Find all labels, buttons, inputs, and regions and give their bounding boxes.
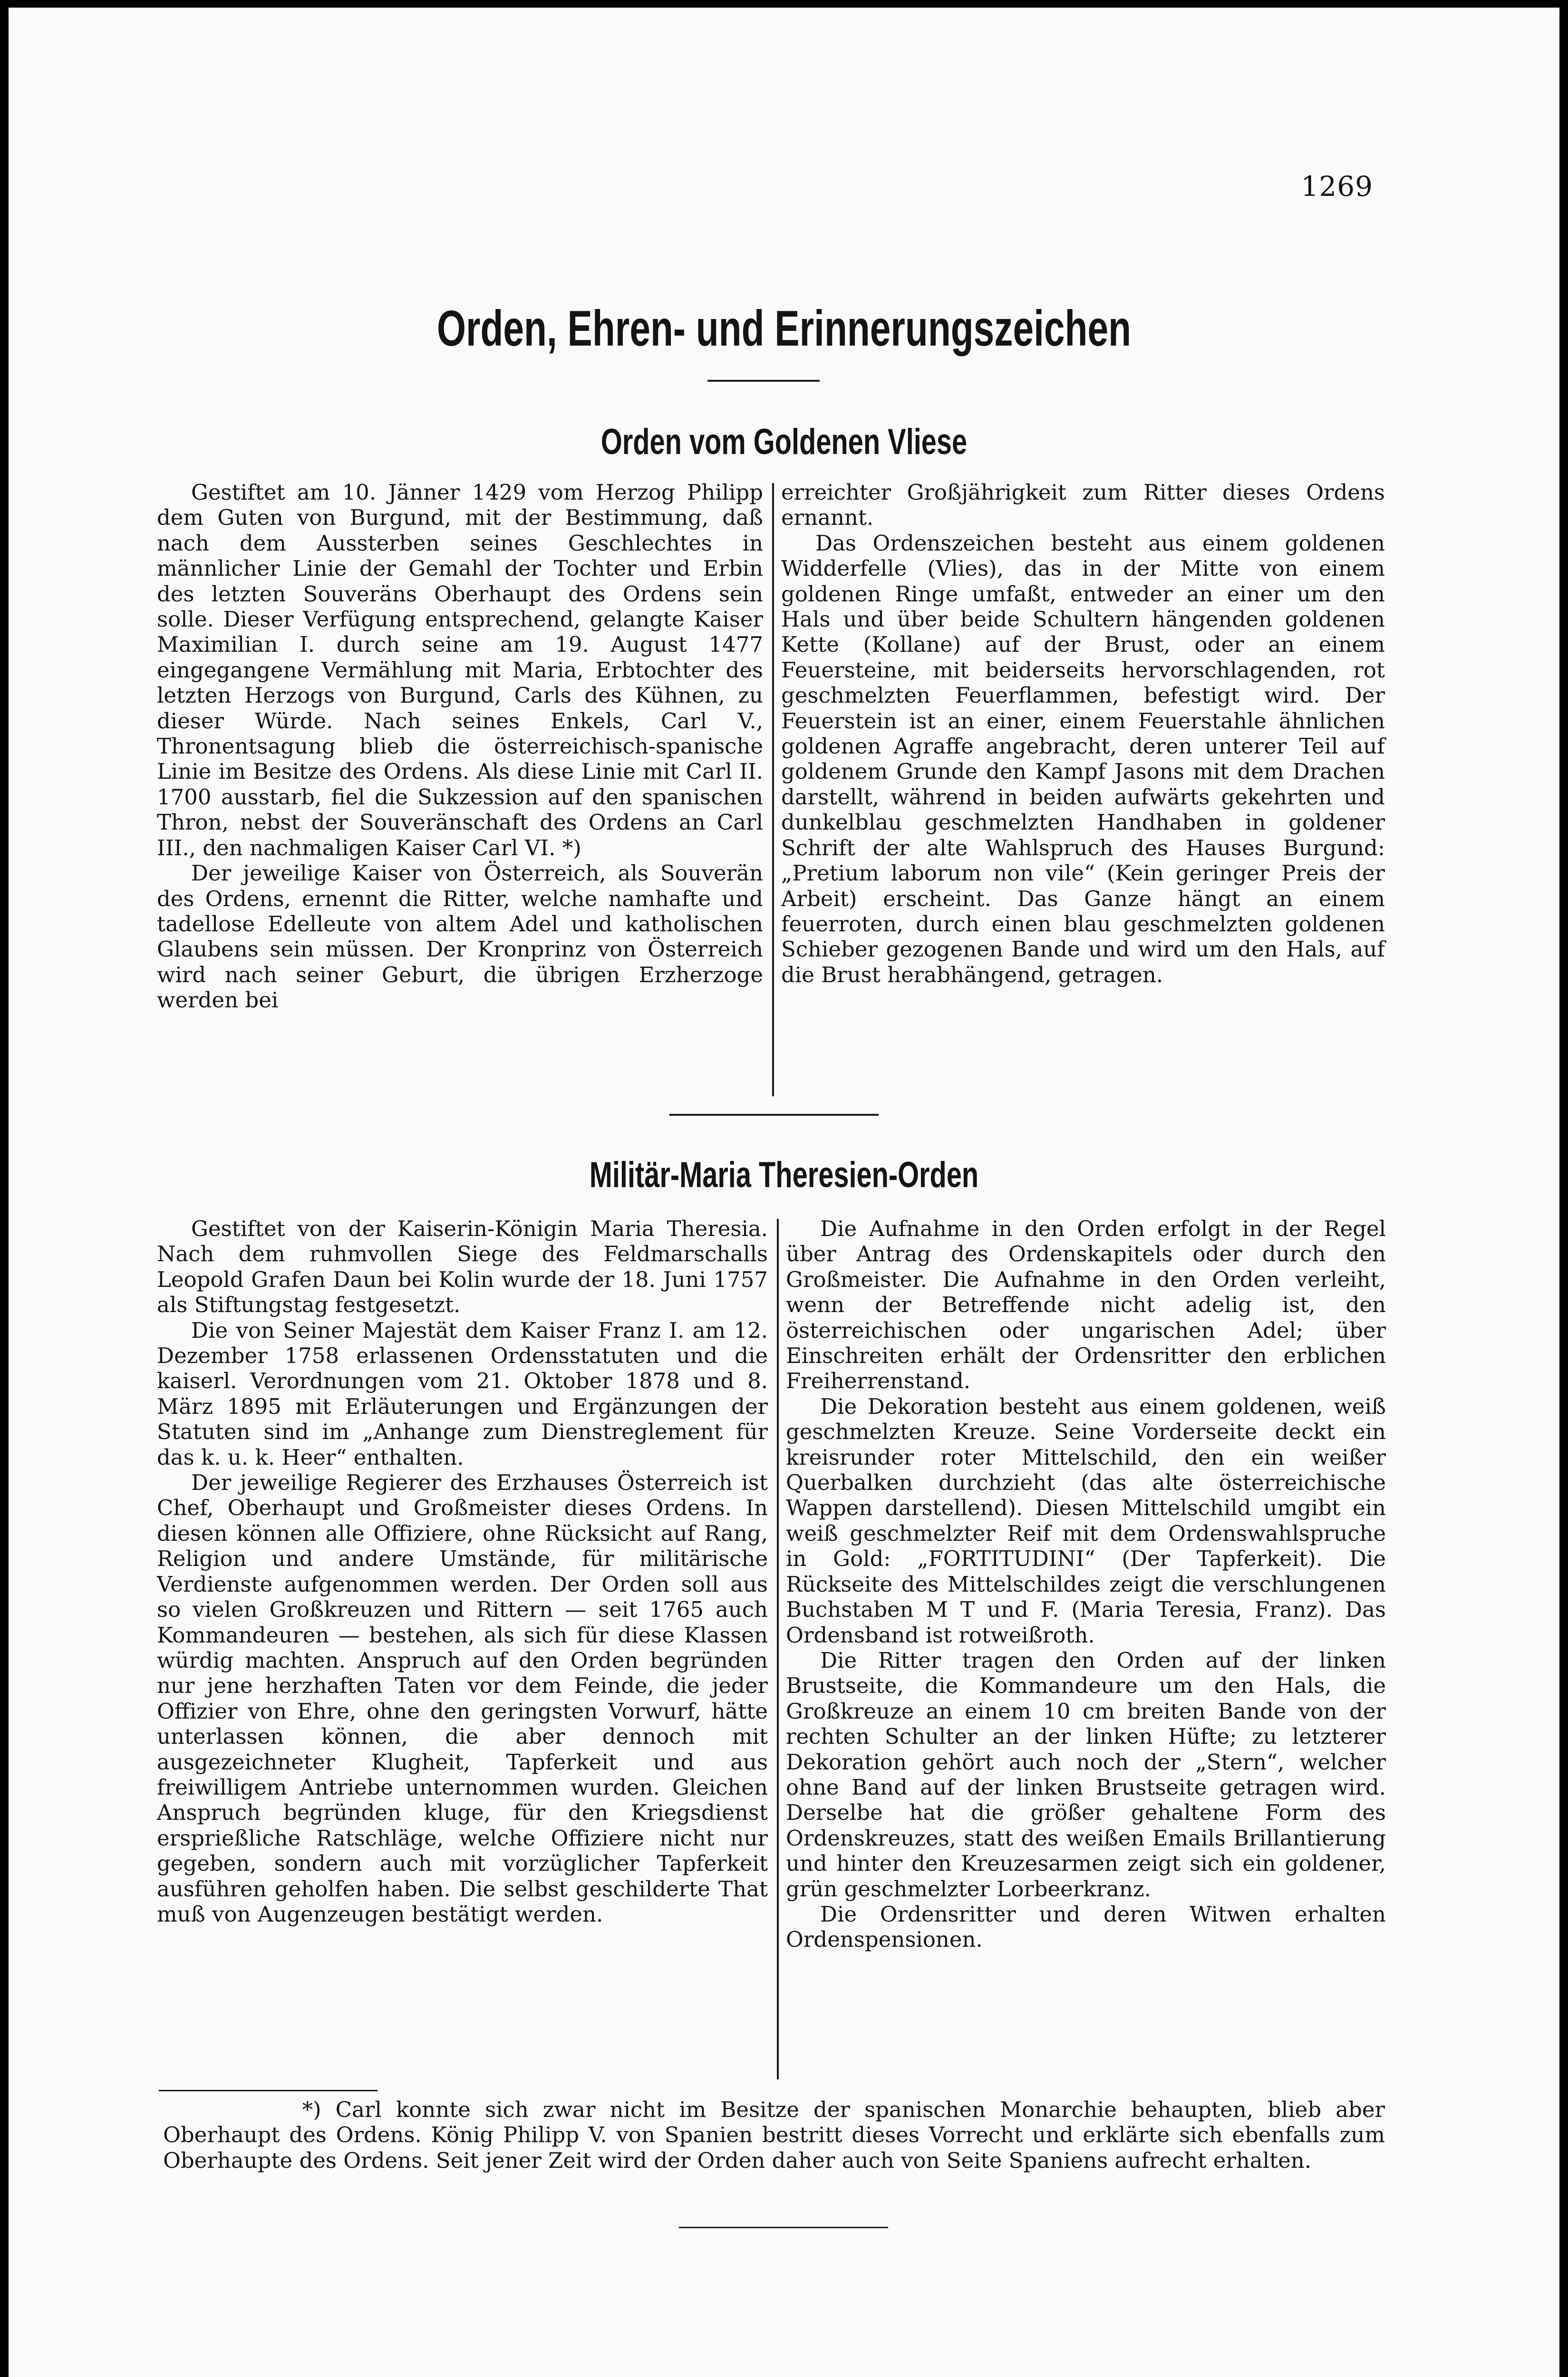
paragraph: Gestiftet am 10. Jänner 1429 vom Herzog Philipp dem Guten von Burgund, mit der Bestimmung, daß nach dem Aussterben seines Geschlechtes in männlicher Linie der Gemahl der Tochter und Erbin des letzten Souveräns Oberhaupt des Ordens sein solle. Dieser Verfügung entsprechend, gelangte Kaiser Maximilian I. durch seine am 19. August 1477 eingegangene Vermählung mit Maria, Erbtochter des letzten Herzogs von Burgund, Carls des Kühnen, zu dieser Würde. Nach seines Enkels, Carl V., Thronentsagung blieb die österreichisch-spanische Linie im Besitze des Ordens. Als diese Linie mit Carl II. 1700 ausstarb, fiel die Sukzession auf den spanischen Thron, nebst der Souveränschaft des Ordens an Carl III., den nachmaligen Kaiser Carl VI. *) [157, 480, 763, 860]
page-number: 1269 [1301, 170, 1373, 203]
main-title: Orden, Ehren- und Erinnerungszeichen [436, 300, 1132, 357]
paragraph: erreichter Großjährigkeit zum Ritter dieses Ordens ernannt. [781, 480, 1385, 531]
footnote-text: *) Carl konnte sich zwar nicht im Besitze der spanischen Monarchie behaupten, blieb aber Oberhaupt des Ordens. König Philipp V. von Spanien bestritt dieses Vorrecht und erklärte sich ebenfalls zum Oberhaupte des Ordens. Seit jener Zeit wird der Orden daher auch von Seite Spaniens aufrecht erhalten. [163, 2097, 1385, 2173]
section-heading-maria-theresa: Militär-Maria Theresien-Orden [589, 1155, 979, 1195]
section1-right-column [781, 480, 1385, 987]
paragraph: Die Ritter tragen den Orden auf der linken Brustseite, die Kommandeure um den Hals, die Großkreuze an einem 10 cm breiten Bande von der rechten Schulter an der linken Hüfte; zu letzterer Dekoration gehört auch noch der „Stern“, welcher ohne Band auf der linken Brustseite getragen wird. Derselbe hat die größer gehaltene Form des Ordenskreuzes, statt des weißen Emails Brillantierung und hinter den Kreuzesarmen zeigt sich ein goldener, grün geschmelzter Lorbeerkranz. [786, 1647, 1386, 1902]
paragraph: Die Dekoration besteht aus einem goldenen, weiß geschmelzten Kreuze. Seine Vorderseite deckt ein kreisrunder roter Mittelschild, den ein weißer Querbalken durchzieht (das alte österreichische Wappen darstellend). Diesen Mittelschild umgibt ein weiß geschmelzter Reif mit dem Ordenswahlspruche in Gold: „FORTITUDINI“ (Der Tapferkeit). Die Rückseite des Mittelschildes zeigt die verschlungenen Buchstaben M T und F. (Maria Teresia, Franz). Das Ordensband ist rotweißroth. [786, 1393, 1386, 1648]
end-rule [679, 2227, 888, 2228]
paragraph: Die von Seiner Majestät dem Kaiser Franz I. am 12. Dezember 1758 erlassenen Ordensstatuten und die kaiserl. Verordnungen vom 21. Oktober 1878 und 8. März 1895 mit Erläuterungen und Ergänzungen der Statuten sind im „Anhange zum Dienstreglement für das k. u. k. Heer“ enthalten. [157, 1317, 768, 1470]
paragraph: Der jeweilige Kaiser von Österreich, als Souverän des Ordens, ernennt die Ritter, welche namhafte und tadellose Edelleute von altem Adel und katholischen Glaubens sein müssen. Der Kronprinz von Österreich wird nach seiner Geburt, die übrigen Erzherzoge werden bei [157, 860, 763, 1013]
section1-left-column [157, 480, 763, 1013]
footnote [163, 2097, 1385, 2173]
footnote-rule [159, 2090, 377, 2091]
paragraph: Das Ordenszeichen besteht aus einem goldenen Widderfelle (Vlies), das in der Mitte von einem goldenen Ringe umfaßt, entweder an einer um den Hals und über beide Schultern hängenden goldenen Kette (Kollane) auf der Brust, oder an einem Feuersteine, mit beiderseits hervorschlagenden, rot geschmelzten Feuerflammen, befestigt wird. Der Feuerstein ist an einer, einem Feuerstahle ähnlichen goldenen Agraffe angebracht, deren unterer Teil auf goldenem Grunde den Kampf Jasons mit dem Drachen darstellt, während in beiden aufwärts gekehrten und dunkelblau geschmelzten Handhaben in goldener Schrift der alte Wahlspruch des Hauses Burgund: „Pretium laborum non vile“ (Kein geringer Preis der Arbeit) erscheint. Das Ganze hängt an einem feuerroten, durch einen blau geschmelzten goldenen Schieber gezogenen Bande und wird um den Hals, auf die Brust herabhängend, getragen. [781, 530, 1385, 987]
column-divider [777, 1219, 779, 2079]
paragraph: Der jeweilige Regierer des Erzhauses Österreich ist Chef, Oberhaupt und Großmeister dieses Ordens. In diesen können alle Offiziere, ohne Rücksicht auf Rang, Religion und andere Umstände, für militärische Verdienste aufgenommen werden. Der Orden soll aus so vielen Großkreuzen und Rittern — seit 1765 auch Kommandeuren — bestehen, als sich für diese Klassen würdig machten. Anspruch auf den Orden begründen nur jene herzhaften Taten vor dem Feinde, die jeder Offizier von Ehre, ohne den geringsten Vorwurf, hätte unterlassen können, die aber dennoch mit ausgezeichneter Klugheit, Tapferkeit und aus freiwilligem Antriebe unternommen wurden. Gleichen Anspruch begründen kluge, für den Kriegsdienst ersprießliche Ratschläge, welche Offiziere nicht nur gegeben, sondern auch mit vorzüglicher Tapferkeit ausführen geholfen haben. Die selbst geschilderte That muß von Augenzeugen bestätigt werden. [157, 1470, 768, 1927]
column-divider [772, 483, 774, 1096]
paragraph: Die Ordensritter und deren Witwen erhalten Ordenspensionen. [786, 1901, 1386, 1952]
section2-left-column [157, 1216, 768, 1927]
section2-right-column [786, 1216, 1386, 1952]
document-page [9, 8, 1559, 2377]
paragraph: Die Aufnahme in den Orden erfolgt in der Regel über Antrag des Ordenskapitels oder durch den Großmeister. Die Aufnahme in den Orden verleiht, wenn der Betreffende nicht adelig ist, den österreichischen oder ungarischen Adel; über Einschreiten erhält der Ordensritter den erblichen Freiherrenstand. [786, 1216, 1386, 1394]
section-heading-golden-fleece: Orden vom Goldenen Vliese [600, 422, 968, 462]
title-rule [707, 380, 820, 382]
paragraph: Gestiftet von der Kaiserin-Königin Maria Theresia. Nach dem ruhmvollen Siege des Feldmarschalls Leopold Grafen Daun bei Kolin wurde der 18. Juni 1757 als Stiftungstag festgesetzt. [157, 1216, 768, 1318]
section-rule [669, 1114, 879, 1116]
